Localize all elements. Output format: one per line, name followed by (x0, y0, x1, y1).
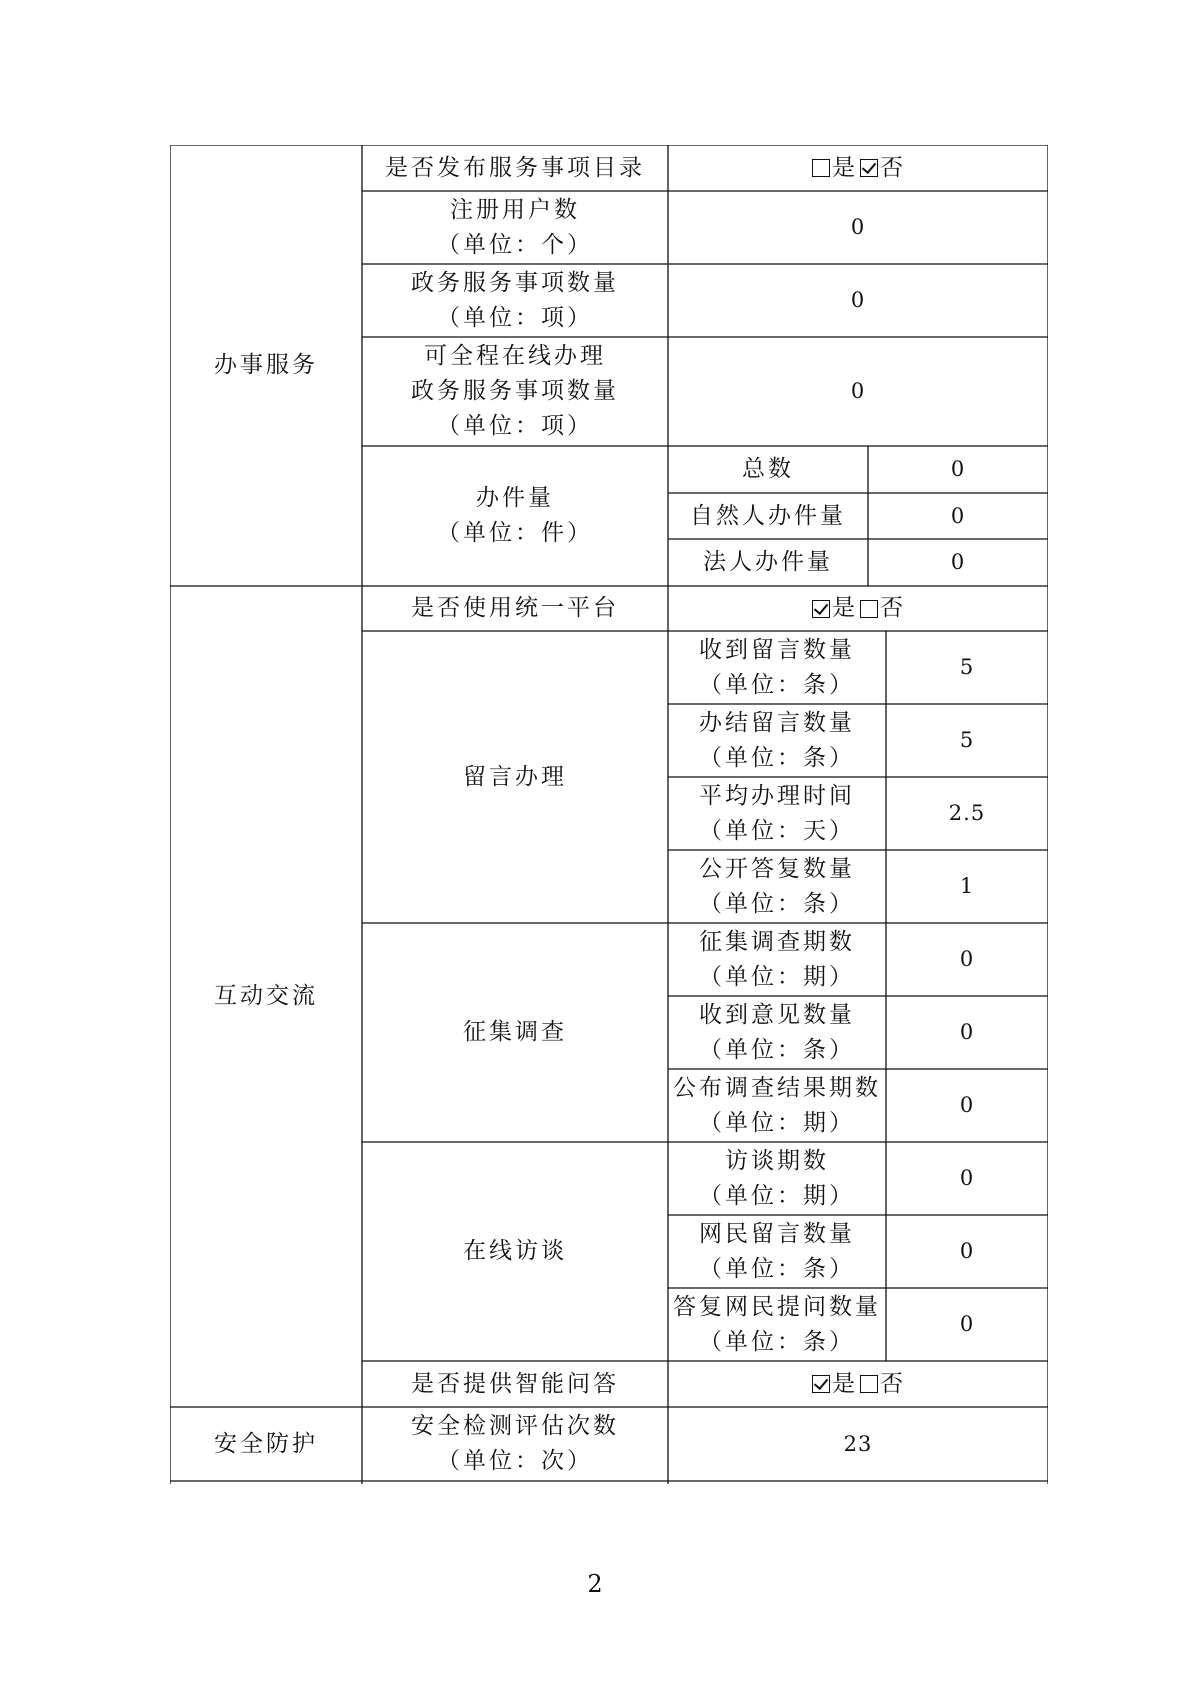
sub-label-text: 平均办理时间 (699, 782, 855, 809)
sub-label-cell (668, 850, 886, 923)
sub-value-cell (886, 1288, 1048, 1361)
cell-value: 0 (959, 1020, 975, 1044)
row-label-text: （单位：项） (437, 304, 593, 331)
row-label-text: （单位：件） (437, 520, 593, 546)
sub-label-cell (668, 923, 886, 996)
sub-label-text: （单位：条） (699, 671, 855, 698)
page-number: 2 (587, 1570, 603, 1598)
no-label: 否 (880, 595, 906, 621)
category-text: 互动交流 (214, 983, 318, 1009)
row-label-cell (362, 446, 668, 586)
sub-label-text: 法人办件量 (703, 549, 833, 575)
cell-value: 1 (959, 874, 975, 898)
cell-value: 0 (959, 947, 975, 971)
sub-label-cell (668, 1215, 886, 1288)
cell-value: 0 (950, 503, 966, 528)
row-label-text: 办件量 (476, 485, 554, 511)
row-label-cell (362, 923, 668, 1142)
sub-label-text: （单位：条） (699, 890, 855, 917)
row-label-text: 可全程在线办理 (424, 343, 606, 369)
row-label-cell (362, 337, 668, 446)
sub-label-text: 自然人办件量 (690, 502, 846, 529)
sub-value-cell (886, 704, 1048, 777)
row-value-cell (668, 337, 1048, 446)
sub-value-cell (886, 777, 1048, 850)
cell-value: 2.5 (948, 801, 986, 825)
sub-label-cell (668, 446, 868, 493)
cell-value: 0 (959, 1239, 975, 1263)
row-label-cell (362, 631, 668, 923)
yes-label: 是 (832, 154, 858, 181)
sub-label-text: （单位：条） (699, 1036, 855, 1063)
sub-value-cell (868, 446, 1048, 493)
row-label-cell (362, 1142, 668, 1361)
sub-label-text: （单位：条） (699, 1328, 855, 1355)
sub-value-cell (868, 539, 1048, 586)
sub-label-cell (668, 704, 886, 777)
row-label-cell (362, 586, 668, 631)
sub-label-text: （单位：天） (699, 817, 855, 844)
sub-label-cell (668, 1142, 886, 1215)
row-label-cell (362, 264, 668, 337)
row-label-text: 在线访谈 (463, 1238, 567, 1264)
cell-value: 0 (959, 1312, 975, 1336)
row-label-text: 政务服务事项数量 (411, 378, 619, 404)
yes-label: 是 (832, 1370, 858, 1397)
sub-label-text: （单位：期） (699, 1109, 855, 1136)
row-label-text: （单位：个） (437, 231, 593, 258)
row-value-cell (668, 586, 1048, 631)
row-value-cell (668, 264, 1048, 337)
sub-value-cell (868, 493, 1048, 539)
category-text: 安全防护 (214, 1430, 318, 1457)
row-label-text: 是否提供智能问答 (411, 1370, 619, 1397)
sub-label-cell (668, 539, 868, 586)
row-label-text: （单位：次） (437, 1448, 593, 1474)
no-label: 否 (880, 154, 906, 181)
row-label-text: 政务服务事项数量 (411, 269, 619, 296)
row-label-cell (362, 145, 668, 191)
sub-label-text: （单位：期） (699, 1182, 855, 1209)
cell-value: 0 (959, 1166, 975, 1190)
sub-label-text: 公开答复数量 (699, 855, 855, 882)
yes-no-choice (810, 151, 906, 186)
yes-no-choice (810, 1367, 906, 1402)
row-label-text: 是否使用统一平台 (411, 595, 619, 621)
checked-box-icon (812, 600, 830, 618)
sub-label-text: 访谈期数 (725, 1147, 829, 1174)
checked-box-icon (860, 159, 878, 177)
cell-value: 0 (959, 1093, 975, 1117)
statistics-table (170, 145, 1048, 1484)
no-label: 否 (880, 1370, 906, 1397)
sub-label-cell (668, 996, 886, 1069)
sub-value-cell (886, 923, 1048, 996)
sub-value-cell (886, 631, 1048, 704)
row-value-cell (668, 191, 1048, 264)
row-value-cell (668, 145, 1048, 191)
empty-box-icon (812, 159, 830, 177)
sub-label-cell (668, 777, 886, 850)
yes-no-choice (810, 591, 906, 626)
sub-label-text: 网民留言数量 (699, 1220, 855, 1247)
category-cell (170, 1407, 362, 1481)
cell-value: 5 (959, 728, 975, 752)
sub-label-text: 办结留言数量 (699, 709, 855, 736)
row-label-text: 留言办理 (463, 763, 567, 790)
yes-label: 是 (832, 595, 858, 621)
sub-label-text: 收到留言数量 (699, 636, 855, 663)
row-label-text: 是否发布服务事项目录 (385, 154, 645, 181)
row-label-text: 注册用户数 (450, 196, 580, 223)
cell-value: 0 (850, 215, 866, 239)
row-label-text: （单位：项） (437, 413, 593, 439)
sub-label-text: 公布调查结果期数 (673, 1074, 881, 1101)
category-cell (170, 586, 362, 1407)
cell-value: 0 (950, 457, 966, 481)
row-label-text: 征集调查 (463, 1019, 567, 1045)
sub-value-cell (886, 1215, 1048, 1288)
sub-value-cell (886, 850, 1048, 923)
cell-value: 5 (959, 655, 975, 679)
sub-value-cell (886, 996, 1048, 1069)
row-label-text: 安全检测评估次数 (411, 1413, 619, 1439)
empty-box-icon (860, 1375, 878, 1393)
empty-box-icon (860, 600, 878, 618)
cell-value: 0 (850, 379, 866, 403)
cell-value: 0 (850, 288, 866, 312)
sub-label-cell (668, 493, 868, 539)
category-cell (170, 145, 362, 586)
row-value-cell (668, 1407, 1048, 1481)
row-value-cell (668, 1361, 1048, 1407)
row-label-cell (362, 1407, 668, 1481)
sub-label-text: 征集调查期数 (699, 928, 855, 955)
sub-label-text: （单位：条） (699, 744, 855, 771)
sub-label-text: （单位：期） (699, 963, 855, 990)
sub-value-cell (886, 1069, 1048, 1142)
row-label-cell (362, 1361, 668, 1407)
sub-label-text: 收到意见数量 (699, 1001, 855, 1028)
sub-value-cell (886, 1142, 1048, 1215)
sub-label-text: 答复网民提问数量 (673, 1293, 881, 1320)
sub-label-cell (668, 1069, 886, 1142)
cell-value: 0 (950, 550, 966, 574)
row-label-cell (362, 191, 668, 264)
sub-label-text: 总数 (742, 456, 794, 482)
checked-box-icon (812, 1375, 830, 1393)
sub-label-text: （单位：条） (699, 1255, 855, 1282)
cell-value: 23 (843, 1431, 873, 1456)
category-text: 办事服务 (214, 352, 318, 378)
sub-label-cell (668, 1288, 886, 1361)
sub-label-cell (668, 631, 886, 704)
